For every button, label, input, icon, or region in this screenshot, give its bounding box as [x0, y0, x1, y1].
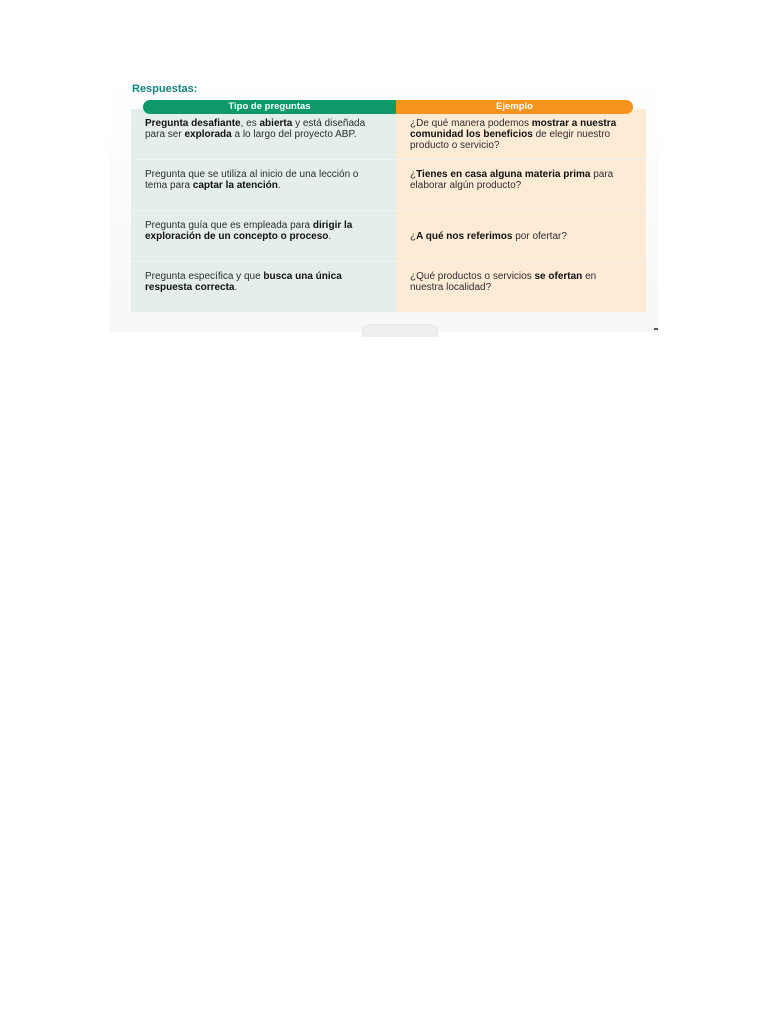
rich-text-segment: , es — [240, 118, 260, 129]
rich-text-segment: se ofertan — [534, 271, 583, 282]
cell-text — [145, 220, 352, 242]
rich-text-segment: ¿De qué manera podemos — [410, 118, 532, 129]
table-row — [131, 109, 646, 159]
question-type-cell — [131, 211, 396, 261]
rich-text-segment: ¿ — [410, 230, 417, 242]
document-page — [110, 80, 658, 332]
table-row — [131, 261, 646, 312]
rich-text-segment: ¿Qué productos o servicios — [410, 271, 535, 282]
section-title: Respuestas: — [132, 83, 198, 95]
table-row — [131, 159, 646, 210]
column-header-example: Ejemplo — [396, 100, 633, 114]
cell-text — [145, 271, 342, 293]
page-corner-mark — [654, 328, 658, 330]
rich-text-segment: a lo largo del proyecto ABP. — [231, 129, 357, 140]
rich-text-segment: de elegir nuestro producto o servicio? — [410, 129, 611, 151]
rich-text-segment: Tienes en casa alguna materia prima — [416, 169, 591, 180]
table-row — [131, 210, 646, 261]
cell-text — [410, 169, 613, 191]
column-header-question-type: Tipo de preguntas — [143, 100, 396, 114]
rich-text-segment: Pregunta específica y que — [145, 271, 264, 282]
rich-text-segment: explorada — [184, 129, 232, 140]
rich-text-segment: Pregunta guía que es empleada para — [145, 220, 313, 231]
rich-text-segment: abierta — [259, 118, 293, 129]
cell-text — [145, 118, 365, 140]
rich-text-segment: . — [234, 282, 238, 293]
page-tab-handle — [362, 324, 438, 337]
example-cell — [396, 109, 646, 159]
cell-text — [410, 271, 596, 293]
cell-text — [410, 118, 616, 151]
question-type-cell — [131, 160, 396, 210]
rich-text-segment: ¿ — [410, 169, 417, 180]
question-type-cell — [131, 109, 396, 159]
table-header — [143, 100, 633, 114]
rich-text-segment: . — [328, 231, 332, 242]
rich-text-segment: por ofertar? — [512, 230, 567, 242]
rich-text-segment: captar la atención — [192, 180, 278, 191]
rich-text-segment: dirigir la exploración de un concepto o proceso — [145, 220, 353, 242]
question-type-cell — [131, 262, 396, 312]
answers-table — [131, 109, 646, 312]
rich-text-segment: A qué nos referimos — [416, 230, 513, 242]
rich-text-segment: Pregunta que se utiliza al inicio de una lección o tema para — [145, 169, 359, 191]
rich-text-segment: . — [277, 180, 281, 191]
rich-text-segment: para elaborar algún producto? — [410, 169, 614, 191]
rich-text-segment: busca una única respuesta correcta — [145, 271, 342, 293]
rich-text-segment: y está diseñada para ser — [145, 118, 366, 140]
cell-text — [145, 169, 358, 191]
rich-text-segment: en nuestra localidad? — [410, 271, 597, 293]
rich-text-segment: mostrar a nuestra comunidad los beneficios — [410, 118, 617, 140]
cell-text — [410, 231, 567, 242]
example-cell — [396, 262, 646, 312]
example-cell — [396, 160, 646, 210]
example-cell — [396, 211, 646, 261]
rich-text-segment: Pregunta desafiante — [145, 118, 241, 129]
